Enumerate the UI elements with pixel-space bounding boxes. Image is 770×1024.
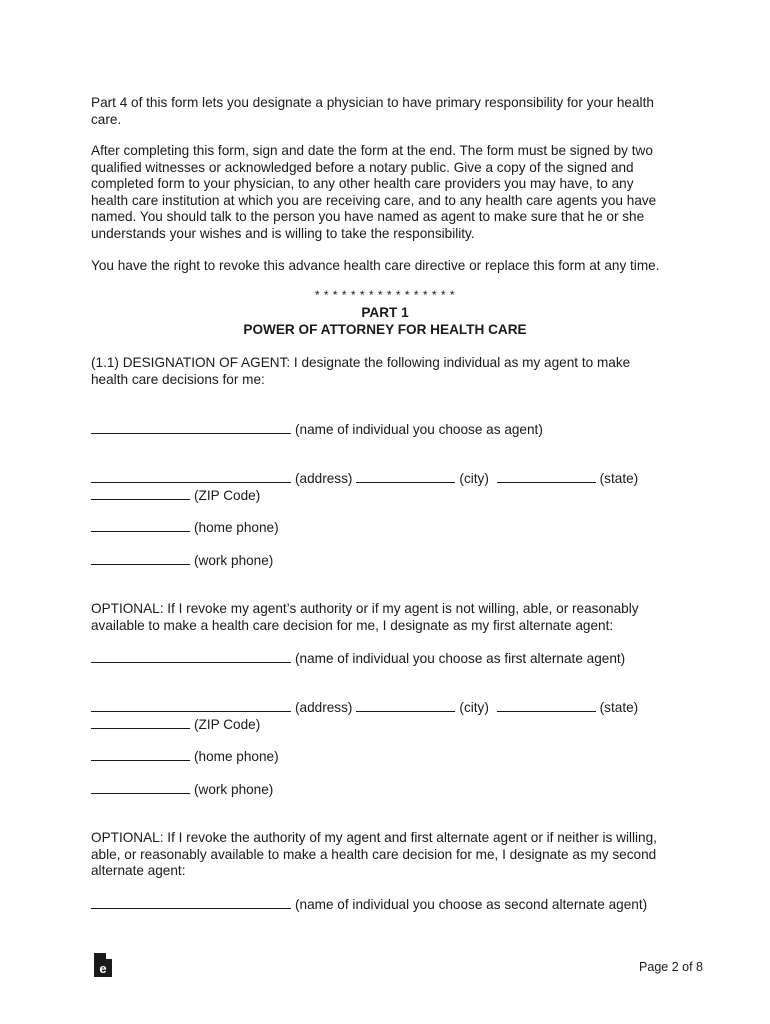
- agent-work-phone-field[interactable]: [91, 552, 190, 565]
- work-phone-label: (work phone): [194, 782, 274, 797]
- agent-address-row: [91, 470, 638, 488]
- text-line: health care institution at which you are receiving care, and to any health care agents you have: [91, 192, 657, 208]
- second-alt-name-field[interactable]: [91, 896, 291, 909]
- text-line: (1.1) DESIGNATION OF AGENT: I designate the following individual as my agent to make: [91, 355, 631, 370]
- section-separator: * * * * * * * * * * * * * * * *: [314, 288, 456, 302]
- city-label: (city): [459, 700, 489, 715]
- first-alternate-paragraph: [91, 601, 681, 634]
- first-alt-zip-field[interactable]: [91, 716, 190, 729]
- home-phone-label: (home phone): [194, 749, 279, 764]
- home-phone-label: (home phone): [194, 520, 279, 535]
- intro-paragraph-1: [91, 95, 681, 128]
- second-alternate-paragraph: [91, 830, 681, 880]
- work-phone-label: (work phone): [194, 553, 274, 568]
- address-label: (address): [295, 700, 353, 715]
- agent-zip-field[interactable]: [91, 487, 190, 500]
- agent-work-phone-row: [91, 552, 273, 570]
- first-alt-state-field[interactable]: [497, 699, 596, 712]
- text-line: OPTIONAL: If I revoke the authority of my agent and first alternate agent or if neither is willing,: [91, 830, 657, 845]
- designation-paragraph: [91, 355, 681, 388]
- text-line: Part 4 of this form lets you designate a physician to have primary responsibility for your health: [91, 95, 654, 110]
- zip-label: (ZIP Code): [194, 717, 261, 732]
- second-alt-name-row: [91, 896, 647, 914]
- agent-city-field[interactable]: [356, 470, 455, 483]
- first-alt-name-row: [91, 650, 625, 668]
- first-alt-address-field[interactable]: [91, 699, 291, 712]
- second-alt-name-label: (name of individual you choose as second alternate agent): [295, 897, 648, 912]
- text-line: available to make a health care decision for me, I designate as my first alternate agent:: [91, 617, 614, 633]
- part-title: POWER OF ATTORNEY FOR HEALTH CARE: [243, 322, 527, 337]
- address-label: (address): [295, 471, 353, 486]
- revoke-paragraph: You have the right to revoke this advance health care directive or replace this form at any time.: [91, 258, 660, 273]
- zip-label: (ZIP Code): [194, 488, 261, 503]
- text-line: alternate agent:: [91, 863, 186, 878]
- state-label: (state): [599, 700, 639, 715]
- svg-text:e: e: [99, 961, 107, 976]
- agent-name-label: (name of individual you choose as agent): [295, 422, 543, 437]
- state-label: (state): [599, 471, 639, 486]
- text-line: care.: [91, 111, 122, 127]
- first-alt-name-field[interactable]: [91, 650, 291, 663]
- text-line: able, or reasonably available to make a health care decision for me, I designate as my second: [91, 846, 657, 862]
- text-line: named. You should talk to the person you have named as agent to make sure that he or she: [91, 209, 645, 224]
- first-alt-zip-row: [91, 716, 260, 734]
- first-alt-address-row: [91, 699, 638, 717]
- first-alt-work-phone-field[interactable]: [91, 781, 190, 794]
- first-alt-city-field[interactable]: [356, 699, 455, 712]
- text-line: After completing this form, sign and date the form at the end. The form must be signed by two: [91, 143, 653, 158]
- page-number: Page 2 of 8: [639, 960, 703, 974]
- city-label: (city): [459, 471, 489, 486]
- first-alt-home-phone-field[interactable]: [91, 748, 190, 761]
- text-line: completed form to your physician, to any other health care providers you may have, to any: [91, 176, 634, 191]
- first-alt-name-label: (name of individual you choose as first alternate agent): [295, 651, 626, 666]
- agent-name-field[interactable]: [91, 421, 291, 434]
- text-line: health care decisions for me:: [91, 371, 265, 387]
- eforms-logo-icon: [93, 952, 113, 978]
- text-line: qualified witnesses or acknowledged before a notary public. Give a copy of the signed and: [91, 159, 634, 175]
- intro-paragraph-2: [91, 143, 681, 242]
- agent-state-field[interactable]: [497, 470, 596, 483]
- text-line: understands your wishes and is willing to take the responsibility.: [91, 225, 475, 241]
- agent-home-phone-field[interactable]: [91, 519, 190, 532]
- agent-address-field[interactable]: [91, 470, 291, 483]
- first-alt-work-phone-row: [91, 781, 273, 799]
- agent-name-row: [91, 421, 543, 439]
- first-alt-home-phone-row: [91, 748, 279, 766]
- agent-zip-row: [91, 487, 260, 505]
- part-number: PART 1: [361, 305, 409, 320]
- agent-home-phone-row: [91, 519, 279, 537]
- text-line: OPTIONAL: If I revoke my agent’s authority or if my agent is not willing, able, or reasonably: [91, 601, 639, 616]
